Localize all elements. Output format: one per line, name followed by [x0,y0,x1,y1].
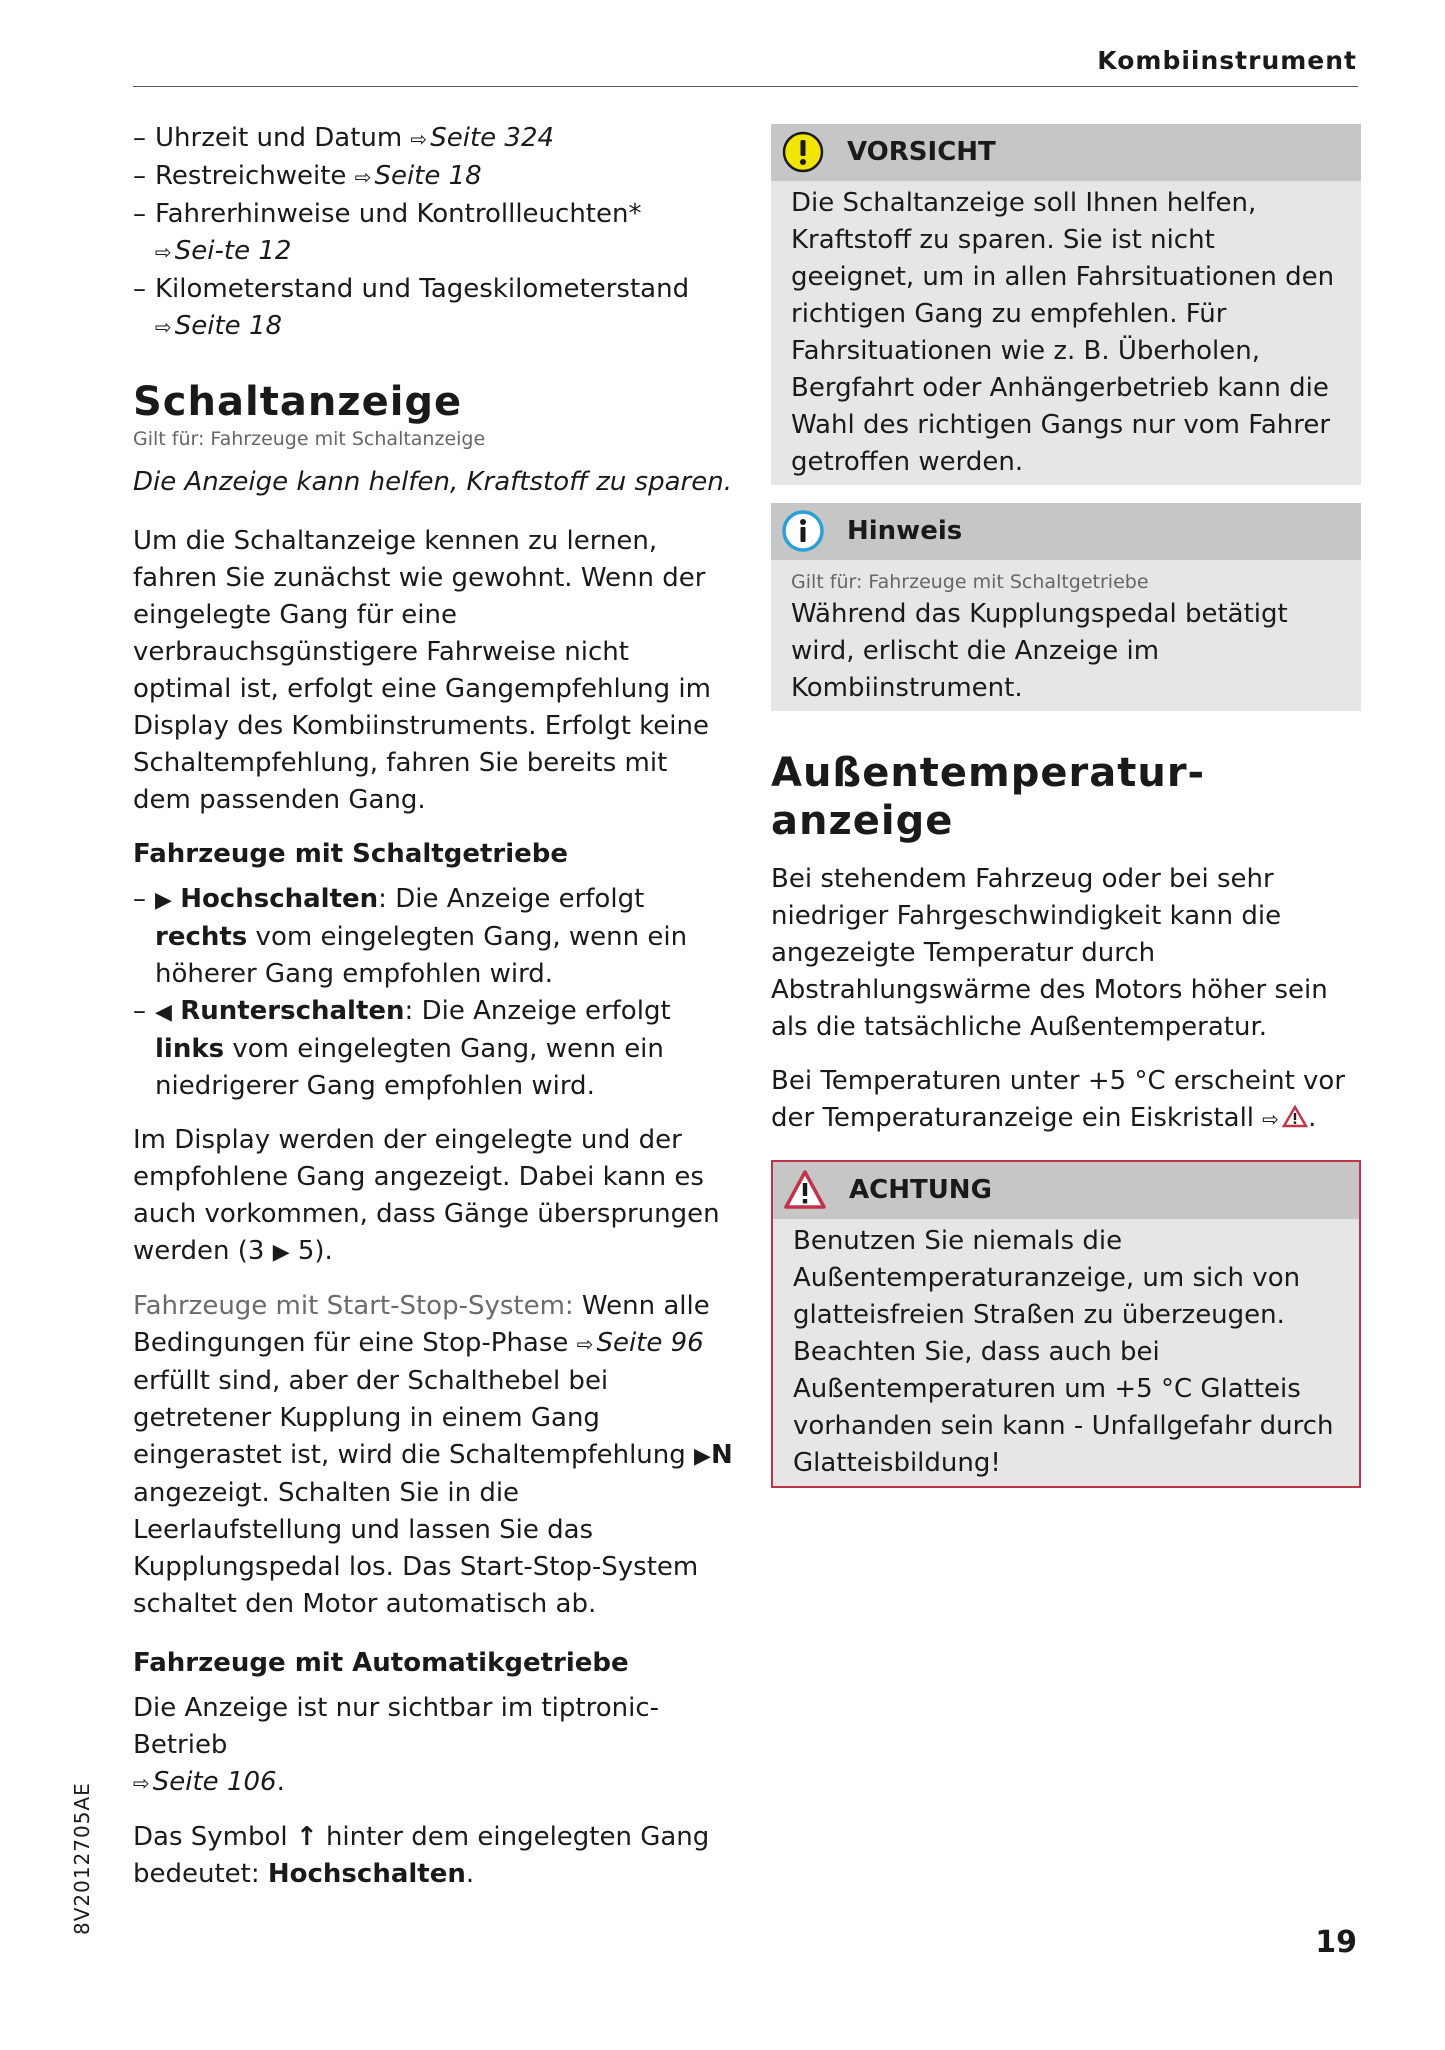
body-paragraph: Bei stehendem Fahrzeug oder bei sehr niedriger Fahrgeschwindigkeit kann die angezeigte Temperatur durch Abstrahlungswärme des Motors höher sein als die tatsächliche Außentemperatur. [771,864,1328,1042]
right-column [771,124,1361,1506]
warning-text: Benutzen Sie niemals die Außentemperaturanzeige, um sich von glatteisfreien Straßen zu überzeugen. Beachten Sie, dass auch bei Außentemperaturen um +5 °C Glatteis vorhanden sein kann - Unfallgefahr durch Glatteisbildung! [793,1226,1334,1478]
triangle-right-icon: ▶ [155,888,172,913]
body-paragraph: Bei Temperaturen unter +5 °C erscheint vor der Temperaturanzeige ein Eiskristall ⇨ . [771,1066,1346,1133]
list-item-upshift: – ▶ Hochschalten: Die Anzeige erfolgt rechts vom eingelegten Gang, wenn ein höherer Gang empfohlen wird. [133,881,733,993]
left-column [133,120,733,1910]
page-reference[interactable]: ⇨ Sei-te 12 [155,236,292,266]
up-arrow-icon: ↑ [295,1822,318,1852]
chapter-title: Kombiinstrument [1097,46,1357,75]
note-box [771,503,1361,711]
list-item: – Uhrzeit und Datum ⇨ Seite 324 [133,120,733,158]
header-divider [133,86,1358,87]
page-reference[interactable]: ⇨ Seite 106 [133,1767,277,1797]
page-reference[interactable]: ⇨ Seite 96 [576,1328,704,1358]
page-reference[interactable]: ⇨ Seite 324 [410,123,555,153]
caution-text: Die Schaltanzeige soll Ihnen helfen, Kraftstoff zu sparen. Sie ist nicht geeignet, um in allen Fahrsituationen den richtigen Gang zu empfehlen. Für Fahrsituationen wie z. B. Überholen, Bergfahrt oder Anhängerbetrieb kann die Wahl des richtigen Gangs nur vom Fahrer getroffen werden. [791,188,1335,477]
list-item-downshift: – ◀ Runterschalten: Die Anzeige erfolgt links vom eingelegten Gang, wenn ein niedrigerer Gang empfohlen wird. [133,993,733,1105]
arrow-right-icon: ⇨ [576,1332,594,1356]
list-item: – Fahrerhinweise und Kontrollleuchten* ⇨ Sei-te 12 [133,196,715,271]
caution-icon [781,130,825,174]
lead-text: Die Anzeige kann helfen, Kraftstoff zu sparen. [133,467,732,497]
page-reference[interactable]: ⇨ Seite 18 [354,161,482,191]
warning-icon [783,1168,827,1212]
note-header: Hinweis [771,503,1361,560]
applicability-note: Gilt für: Fahrzeuge mit Schaltanzeige [133,428,486,450]
arrow-right-icon: ⇨ [155,240,172,264]
caution-box [771,124,1361,485]
body-paragraph: Die Anzeige ist nur sichtbar im tiptronic-Betrieb ⇨ Seite 106. [133,1693,660,1797]
page-number: 19 [1315,1925,1357,1960]
arrow-right-icon: ⇨ [155,315,172,339]
feature-list [133,120,733,346]
body-paragraph: Im Display werden der eingelegte und der empfohlene Gang angezeigt. Dabei kann es auch vorkommen, dass Gänge übersprungen werden (3 ▶ 5). [133,1125,720,1266]
section-heading: Schaltanzeige [133,379,463,425]
body-paragraph: Fahrzeuge mit Start-Stop-System: Wenn alle Bedingungen für eine Stop-Phase ⇨ Seite 96 erfüllt sind, aber der Schalthebel bei getretener Kupplung in einem Gang eingerastet ist, wird die Schaltempfehlung ▶N angezeigt. Schalten Sie in die Leerlaufstellung und lassen Sie das Kupplungspedal los. Das Start-Stop-System schaltet den Motor automatisch ab. [133,1291,733,1619]
info-icon [781,509,825,553]
triangle-left-icon: ◀ [155,1000,172,1025]
page-reference[interactable]: ⇨ Seite 18 [155,311,283,341]
body-paragraph: Das Symbol ↑ hinter dem eingelegten Gang bedeutet: Hochschalten. [133,1822,710,1889]
subheading: Fahrzeuge mit Schaltgetriebe [133,839,568,869]
body-paragraph: Um die Schaltanzeige kennen zu lernen, fahren Sie zunächst wie gewohnt. Wenn der eingelegte Gang für eine verbrauchsgünstigere Fahrweise nicht optimal ist, erfolgt eine Gangempfehlung im Display des Kombiinstruments. Erfolgt keine Schaltempfehlung, fahren Sie bereits mit dem passenden Gang. [133,526,711,815]
list-item: – Restreichweite ⇨ Seite 18 [133,158,733,196]
arrow-right-icon: ⇨ [354,165,372,189]
document-code: 8V2012705AE [70,1782,94,1935]
warning-box [771,1160,1361,1488]
section-heading: Außentemperatur- anzeige [771,750,1206,844]
arrow-right-icon: ⇨ [133,1771,150,1795]
subheading: Fahrzeuge mit Automatikgetriebe [133,1648,629,1678]
caution-header: VORSICHT [771,124,1361,181]
arrow-right-icon: ⇨ [1262,1107,1280,1131]
triangle-right-icon: ▶ [694,1444,711,1469]
warning-triangle-icon[interactable] [1282,1105,1308,1128]
arrow-right-icon: ⇨ [410,127,428,151]
triangle-right-icon: ▶ [272,1240,290,1265]
applicability-note: Gilt für: Fahrzeuge mit Schaltgetriebe [791,571,1149,593]
list-item: – Kilometerstand und Tageskilometerstand ⇨ Seite 18 [133,271,715,346]
warning-header: ACHTUNG [773,1162,1359,1219]
note-text: Während das Kupplungspedal betätigt wird, erlischt die Anzeige im Kombiinstrument. [791,599,1288,703]
